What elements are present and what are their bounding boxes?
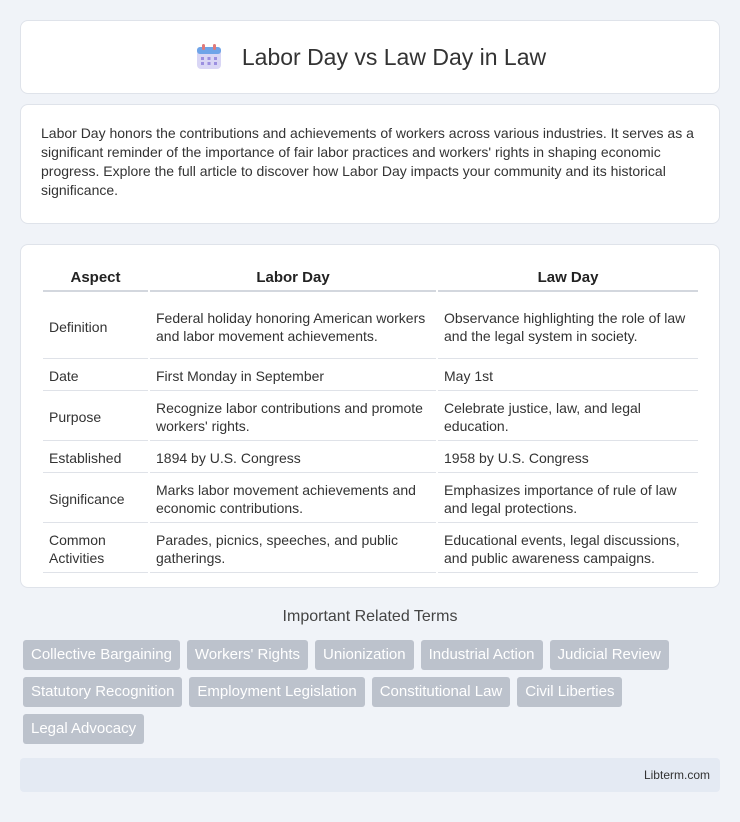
header-aspect: Aspect bbox=[43, 265, 148, 292]
row-aspect: Common Activities bbox=[43, 525, 148, 573]
related-tag[interactable]: Statutory Recognition bbox=[23, 677, 182, 707]
header-law-day: Law Day bbox=[438, 265, 698, 292]
related-tag[interactable]: Unionization bbox=[315, 640, 414, 670]
row-labor-day: 1894 by U.S. Congress bbox=[150, 443, 436, 473]
calendar-icon bbox=[194, 42, 224, 72]
row-law-day: 1958 by U.S. Congress bbox=[438, 443, 698, 473]
table-row bbox=[43, 361, 698, 391]
table-row bbox=[43, 393, 698, 441]
related-terms-list bbox=[23, 640, 723, 751]
related-tag[interactable]: Constitutional Law bbox=[372, 677, 511, 707]
row-aspect: Significance bbox=[43, 475, 148, 523]
intro-card bbox=[20, 104, 720, 224]
related-tag[interactable]: Judicial Review bbox=[550, 640, 669, 670]
row-law-day: Educational events, legal discussions, and public awareness campaigns. bbox=[438, 525, 698, 573]
row-aspect: Purpose bbox=[43, 393, 148, 441]
row-law-day: Celebrate justice, law, and legal education. bbox=[438, 393, 698, 441]
table-header-row bbox=[43, 265, 698, 292]
header-card bbox=[20, 20, 720, 94]
comparison-table bbox=[41, 263, 700, 575]
related-tag[interactable]: Collective Bargaining bbox=[23, 640, 180, 670]
table-row bbox=[43, 525, 698, 573]
related-tag[interactable]: Employment Legislation bbox=[189, 677, 364, 707]
row-law-day: Observance highlighting the role of law and the legal system in society. bbox=[438, 294, 698, 359]
related-tag[interactable]: Industrial Action bbox=[421, 640, 543, 670]
row-labor-day: Marks labor movement achievements and economic contributions. bbox=[150, 475, 436, 523]
intro-text: Labor Day honors the contributions and achievements of workers across various industries. It serves as a significant reminder of the importance of fair labor practices and workers' rights in shaping economic progress. Explore the full article to discover how Labor Day impacts your community and its historical significance. bbox=[41, 125, 694, 198]
header-labor-day: Labor Day bbox=[150, 265, 436, 292]
row-aspect: Definition bbox=[43, 294, 148, 359]
row-labor-day: First Monday in September bbox=[150, 361, 436, 391]
row-law-day: Emphasizes importance of rule of law and legal protections. bbox=[438, 475, 698, 523]
row-law-day: May 1st bbox=[438, 361, 698, 391]
row-aspect: Date bbox=[43, 361, 148, 391]
table-row bbox=[43, 475, 698, 523]
page-title: Labor Day vs Law Day in Law bbox=[241, 43, 547, 70]
table-row bbox=[43, 294, 698, 359]
table-row bbox=[43, 443, 698, 473]
row-labor-day: Federal holiday honoring American workers and labor movement achievements. bbox=[150, 294, 436, 359]
row-labor-day: Recognize labor contributions and promote workers' rights. bbox=[150, 393, 436, 441]
related-tag[interactable]: Workers' Rights bbox=[187, 640, 308, 670]
related-tag[interactable]: Legal Advocacy bbox=[23, 714, 144, 744]
footer-brand-link[interactable]: Libterm.com bbox=[643, 768, 710, 782]
related-terms-title: Important Related Terms bbox=[282, 608, 458, 625]
footer bbox=[20, 758, 720, 792]
comparison-card bbox=[20, 244, 720, 588]
related-tag[interactable]: Civil Liberties bbox=[517, 677, 622, 707]
row-labor-day: Parades, picnics, speeches, and public gatherings. bbox=[150, 525, 436, 573]
row-aspect: Established bbox=[43, 443, 148, 473]
